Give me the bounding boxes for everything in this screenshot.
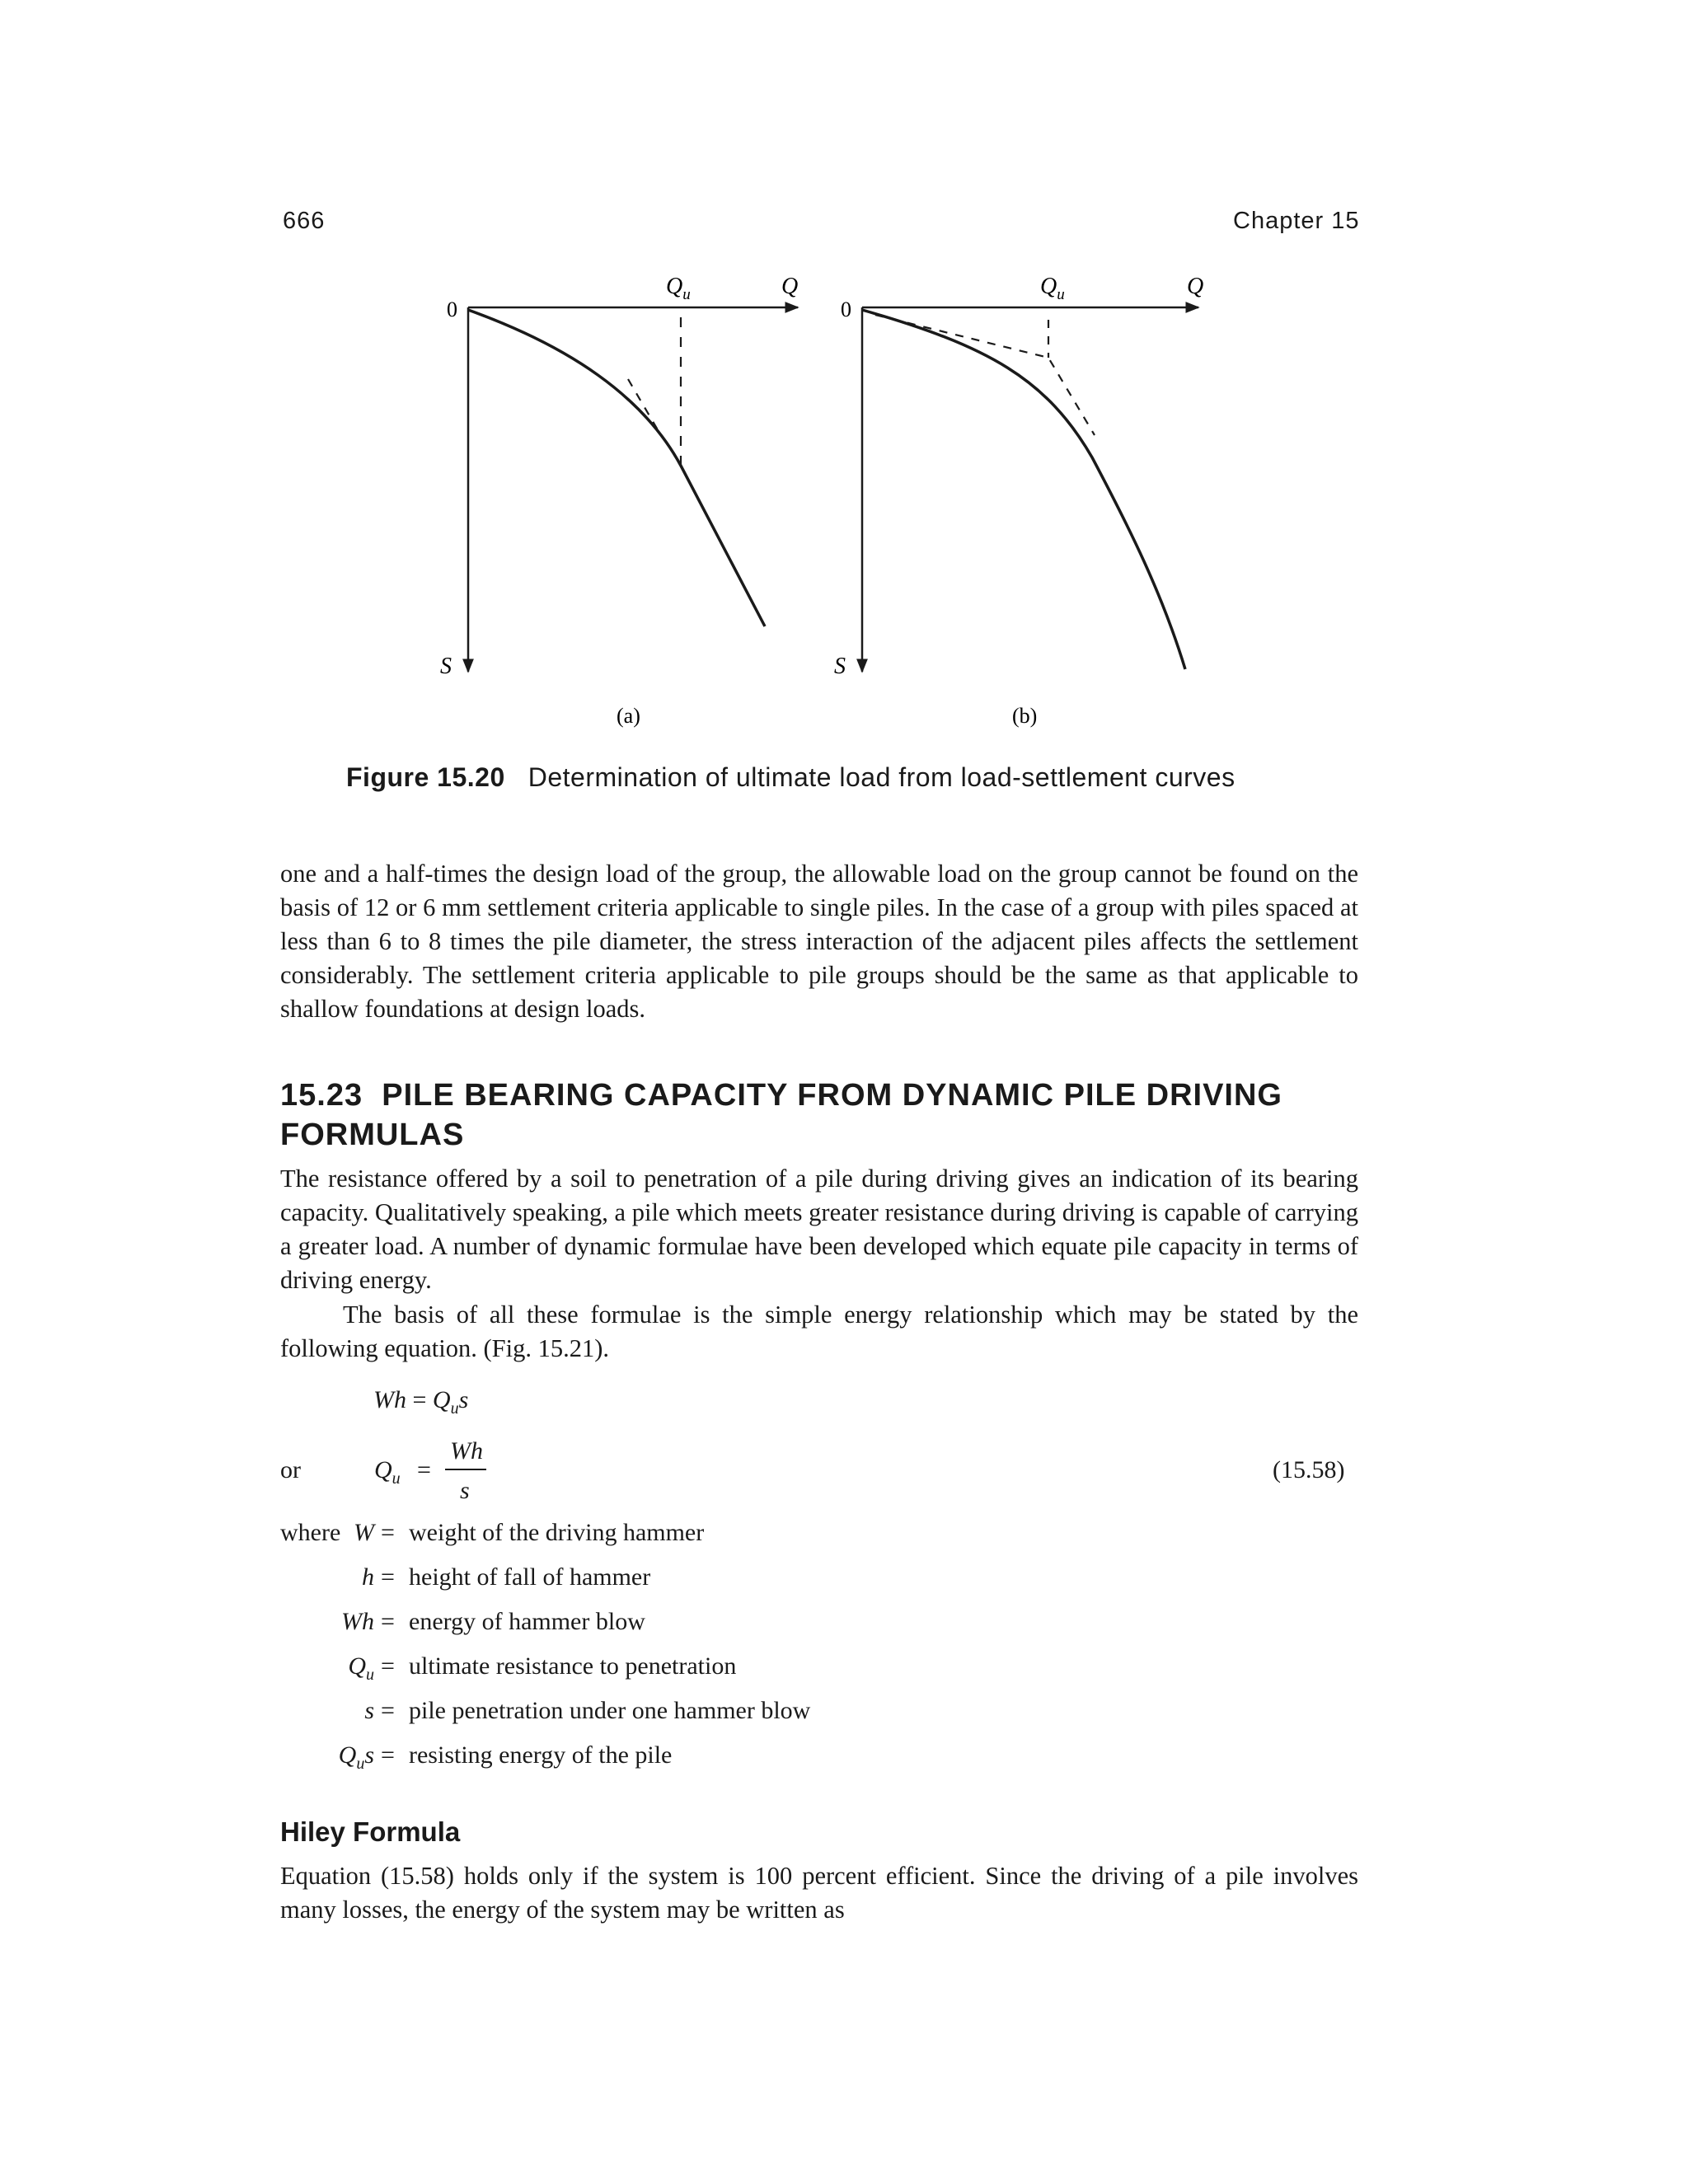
figure-number: Figure 15.20 <box>346 762 505 792</box>
panel-b-label: (b) <box>1012 704 1038 728</box>
panel-a <box>440 274 798 728</box>
paragraph-3: The basis of all these formulae is the simple energy relationship which may be stated by the following equation. (Fig. 15.21). <box>280 1301 1358 1362</box>
equation-numerator: Wh <box>450 1437 483 1465</box>
paragraph-1: one and a half-times the design load of the group, the allowable load on the group cannot be found on the basis of 12 or 6 mm settlement criteria applicable to single piles. In the case of a group with piles spaced at less than 6 to 8 times the pile diameter, the stress interaction of the adjacent piles affects the settlement considerably. The settlement criteria applicable to pile groups should be the same as that applicable to shallow foundations at design loads. <box>280 860 1358 1023</box>
chapter-label: Chapter 15 <box>1233 208 1360 234</box>
panel-b <box>834 274 1203 728</box>
figure-caption-text: Determination of ultimate load from load-settlement curves <box>528 762 1236 792</box>
section-heading <box>280 1076 1376 1155</box>
panel-b-s-label: S <box>834 654 846 679</box>
paragraph-4: Equation (15.58) holds only if the system is 100 percent efficient. Since the driving of a pile involves many losses, the energy of the system may be written as <box>280 1862 1358 1924</box>
panel-a-load-settlement-curve <box>468 310 765 626</box>
page-number: 666 <box>283 208 326 234</box>
panel-b-qu-label: $Q_u$ <box>1040 274 1065 303</box>
panel-a-label: (a) <box>617 704 640 728</box>
panel-b-q-label: Q <box>1187 274 1204 299</box>
where-label: where <box>280 1519 341 1546</box>
panel-a-s-label: S <box>440 654 452 679</box>
equation-energy: $Wh = Q_us$ <box>373 1386 469 1418</box>
panel-b-tangent-dash <box>875 315 1095 435</box>
panel-b-load-settlement-curve <box>862 310 1185 669</box>
equation-denominator: s <box>460 1477 470 1504</box>
figure-15-20 <box>0 0 1688 758</box>
panel-a-qu-label: $Q_u$ <box>666 274 691 303</box>
fraction-bar <box>445 1469 486 1470</box>
subsection-heading: Hiley Formula <box>280 1816 461 1847</box>
equation-ultimate-load: $Q_u$ <box>374 1456 401 1488</box>
panel-a-tangent-dash <box>628 379 659 433</box>
figure-caption <box>346 762 1236 793</box>
or-label: or <box>280 1456 301 1483</box>
paragraph-2: The resistance offered by a soil to penetration of a pile during driving gives an indication of its bearing capacity. Qualitatively speaking, a pile which meets greater resistance during driving is capable of carrying a greater load. A number of dynamic formulae have been developed which equate pile capacity in terms of driving energy. <box>280 1165 1358 1294</box>
panel-b-origin-label: 0 <box>841 298 851 321</box>
section-title: PILE BEARING CAPACITY FROM DYNAMIC PILE DRIVING FORMULAS <box>280 1078 1282 1152</box>
equation-equals: = <box>417 1456 431 1483</box>
equation-number: (15.58) <box>1273 1456 1345 1483</box>
section-number: 15.23 <box>280 1078 363 1113</box>
panel-a-origin-label: 0 <box>447 298 457 321</box>
panel-a-q-label: Q <box>781 274 799 299</box>
